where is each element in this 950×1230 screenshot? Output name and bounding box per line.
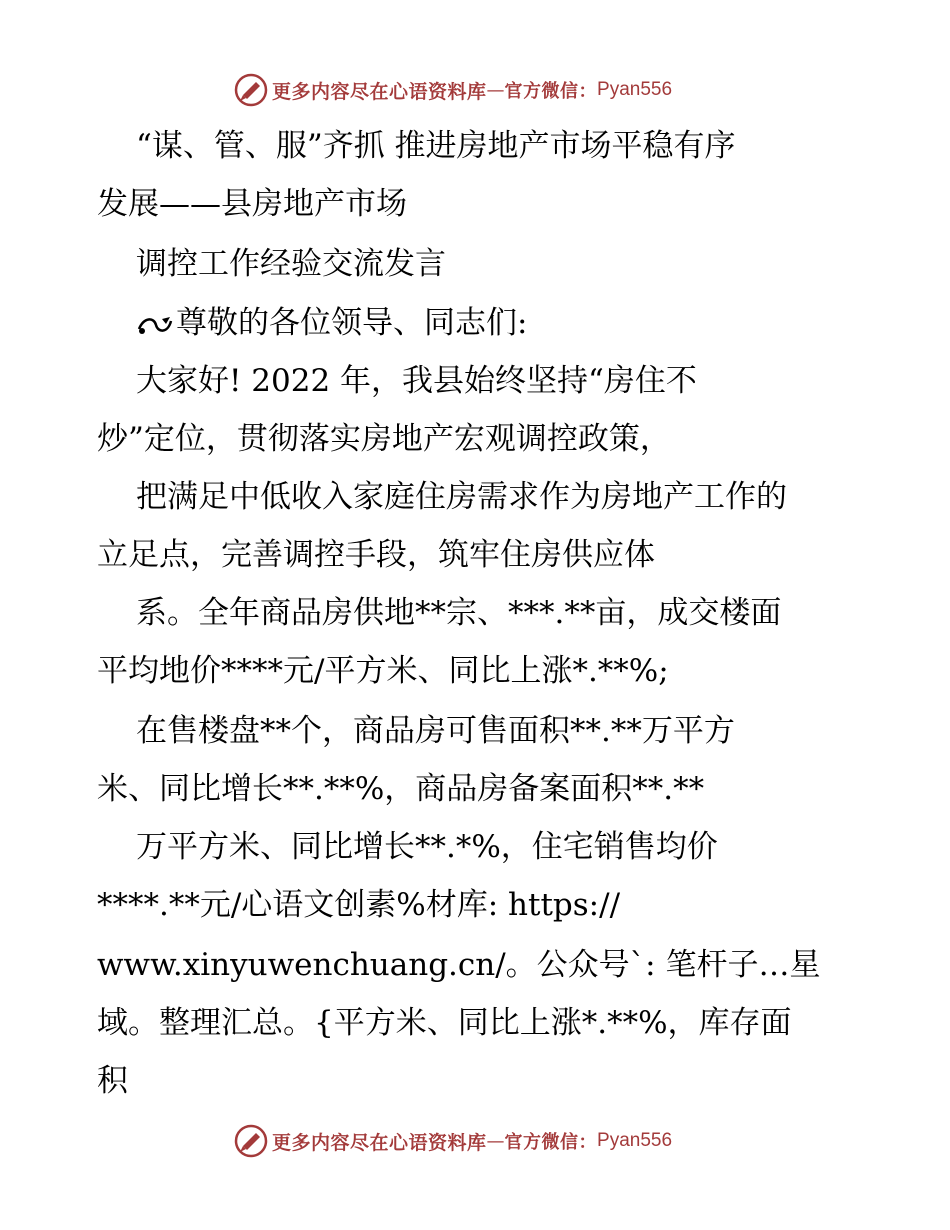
text-line: www.xinyuwenchuang.cn/。公众号`: 笔杆子…星 xyxy=(97,947,821,983)
salutation-text: 尊敬的各位领导、同志们: xyxy=(176,305,528,341)
banner-separator: — xyxy=(486,79,505,101)
banner-separator: — xyxy=(486,1130,505,1152)
text-line: “谋、管、服”齐抓 推进房地产市场平稳有序 xyxy=(136,128,736,164)
banner-wechat-label: 官方微信： xyxy=(504,1132,598,1153)
text-line: 立足点，完善调控手段，筑牢住房供应体 xyxy=(97,537,655,573)
header-watermark-banner xyxy=(234,72,672,108)
text-line: ****.**元/心语文创素%材库: https:// xyxy=(97,887,621,923)
brand-logo-icon xyxy=(234,73,268,107)
text-line: 炒”定位，贯彻落实房地产宏观调控政策， xyxy=(97,421,671,457)
text-line: 调控工作经验交流发言 xyxy=(136,246,446,282)
text-line: 积 xyxy=(97,1063,128,1099)
text-line: 万平方米、同比增长**.*%，住宅销售均价 xyxy=(136,829,718,865)
banner-brand-text: 更多内容尽在心语资料库 xyxy=(272,1131,487,1154)
text-line: 发展——县房地产市场 xyxy=(97,186,407,222)
text-line: 在售楼盘**个，商品房可售面积**.**万平方 xyxy=(136,713,735,749)
banner-brand-text: 更多内容尽在心语资料库 xyxy=(272,80,487,103)
salutation-line xyxy=(136,305,528,341)
text-line: 大家好! 2022 年，我县始终坚持“房住不 xyxy=(136,363,697,399)
text-line: 平均地价****元/平方米、同比上涨*.**%; xyxy=(97,653,669,689)
text-line: 系。全年商品房供地**宗、***.**亩，成交楼面 xyxy=(136,595,782,631)
text-line: 米、同比增长**.**%，商品房备案面积**.** xyxy=(97,771,705,807)
banner-wechat-id: Pyan556 xyxy=(597,79,673,100)
text-line: 域。整理汇总。{平方米、同比上涨*.**%，库存面 xyxy=(97,1005,792,1041)
brand-logo-icon xyxy=(234,1124,268,1158)
flourish-icon xyxy=(136,313,174,337)
text-line: 把满足中低收入家庭住房需求作为房地产工作的 xyxy=(136,479,787,515)
banner-wechat-label: 官方微信： xyxy=(504,81,598,102)
banner-wechat-id: Pyan556 xyxy=(597,1130,673,1151)
footer-watermark-banner xyxy=(234,1123,672,1159)
